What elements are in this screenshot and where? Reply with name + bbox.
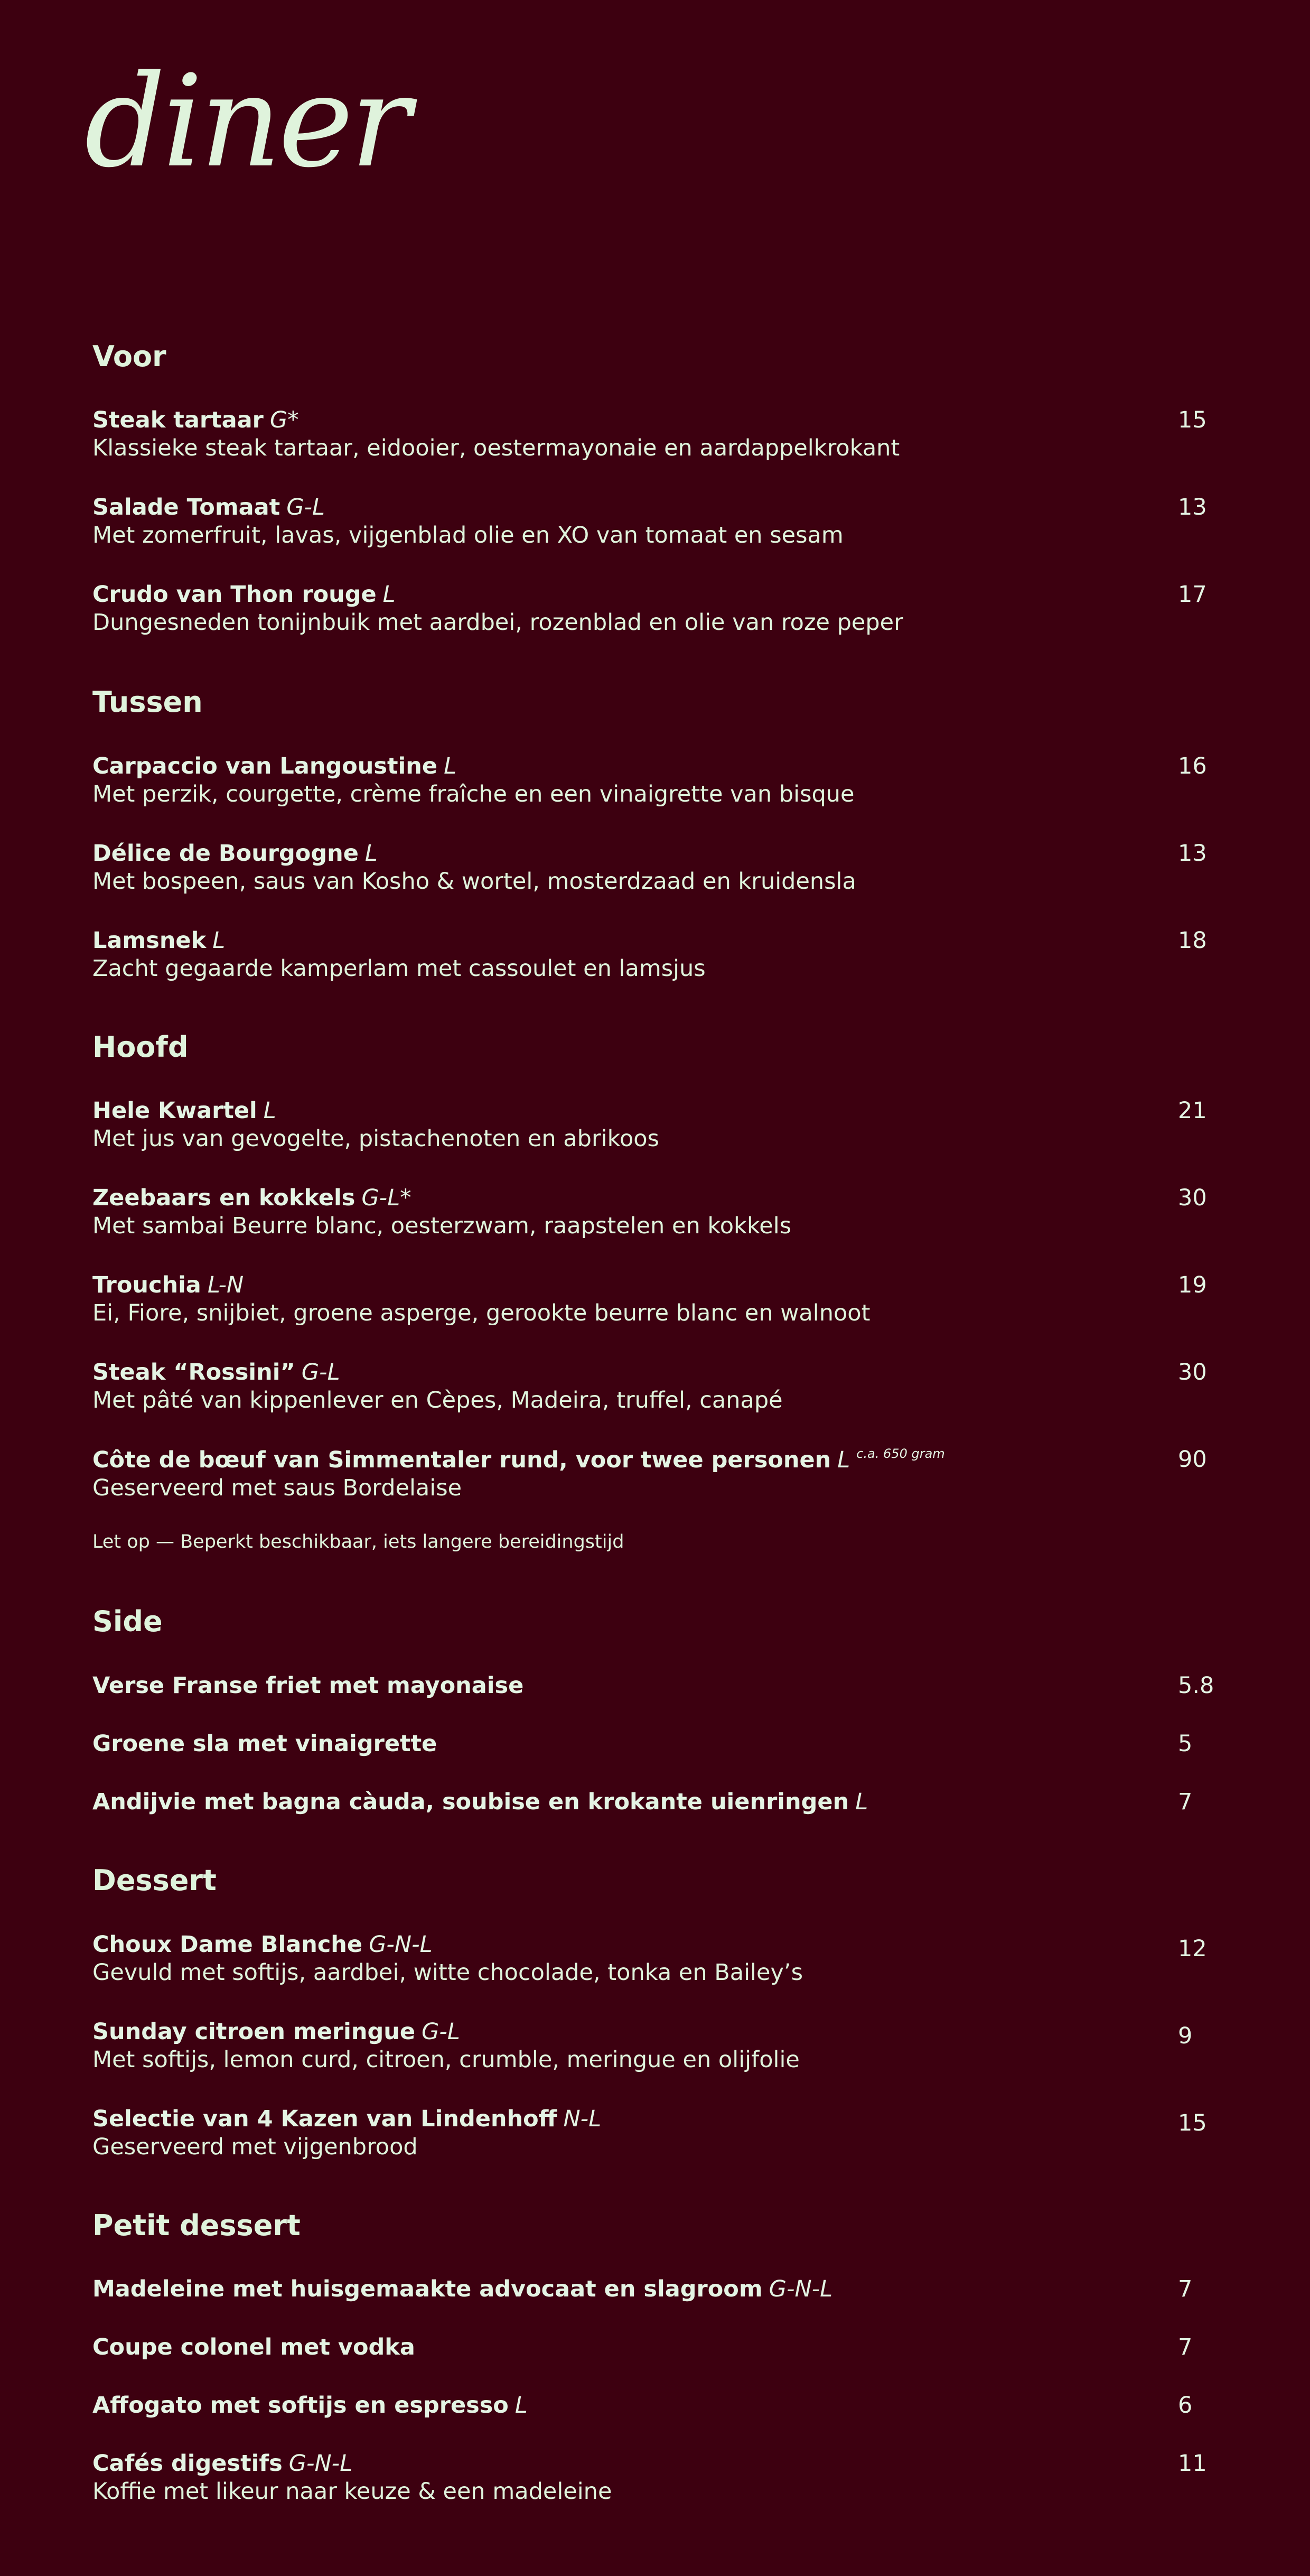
menu-item <box>92 753 1218 808</box>
item-price: 16 <box>1178 753 1207 779</box>
item-name: Steak tartaar <box>92 407 264 433</box>
menu-item <box>92 2276 1218 2303</box>
item-allergen-tag: G-L* <box>361 1185 411 1211</box>
menu-item <box>92 1272 1218 1327</box>
item-price: 19 <box>1178 1272 1207 1298</box>
item-price: 6 <box>1178 2392 1193 2419</box>
menu-item <box>92 1185 1218 1240</box>
item-name: Côte de bœuf van Simmentaler rund, voor twee personen <box>92 1447 831 1473</box>
item-name: Andijvie met bagna càuda, soubise en krokante uienringen <box>92 1789 849 1815</box>
menu-item <box>92 840 1218 896</box>
item-description: Geserveerd met saus Bordelaise <box>92 1474 462 1501</box>
item-name: Lamsnek <box>92 927 207 954</box>
item-price: 5.8 <box>1178 1672 1214 1699</box>
menu-item <box>92 1446 1218 1502</box>
item-name: Affogato met softijs en espresso <box>92 2392 509 2419</box>
item-name: Trouchia <box>92 1272 201 1298</box>
menu-item <box>92 581 1218 637</box>
item-description: Met softijs, lemon curd, citroen, crumble, meringue en olijfolie <box>92 2046 800 2073</box>
menu-item <box>92 1731 1218 1758</box>
section-title-side: Side <box>92 1605 163 1638</box>
item-price: 90 <box>1178 1446 1207 1473</box>
item-price: 21 <box>1178 1098 1207 1124</box>
item-price: 30 <box>1178 1359 1207 1385</box>
menu-item <box>92 927 1218 983</box>
item-name: Hele Kwartel <box>92 1098 257 1124</box>
item-name: Salade Tomaat <box>92 494 280 520</box>
item-description: Zacht gegaarde kamperlam met cassoulet en lamsjus <box>92 955 706 982</box>
item-name: Délice de Bourgogne <box>92 840 359 867</box>
item-allergen-tag: L <box>364 840 378 867</box>
item-price: 9 <box>1178 2023 1193 2049</box>
menu-item <box>92 2450 1218 2506</box>
item-price: 7 <box>1178 2276 1193 2302</box>
item-price: 13 <box>1178 840 1207 867</box>
menu-item <box>92 2106 1218 2161</box>
menu-item <box>92 1931 1218 1987</box>
item-name: Selectie van 4 Kazen van Lindenhoff <box>92 2106 557 2132</box>
item-price: 13 <box>1178 494 1207 520</box>
item-allergen-tag: L <box>212 927 226 954</box>
item-name: Steak “Rossini” <box>92 1359 295 1385</box>
item-allergen-tag: G-N-L <box>288 2450 353 2477</box>
item-price: 18 <box>1178 927 1207 954</box>
item-description: Dungesneden tonijnbuik met aardbei, rozenblad en olie van roze peper <box>92 609 903 636</box>
item-name: Choux Dame Blanche <box>92 1931 363 1958</box>
item-description: Met pâté van kippenlever en Cèpes, Madeira, truffel, canapé <box>92 1387 783 1413</box>
item-weight-note: c.a. 650 gram <box>856 1446 945 1461</box>
diner-logo: diner <box>85 48 408 196</box>
item-description: Met bospeen, saus van Kosho & wortel, mosterdzaad en kruidensla <box>92 868 856 895</box>
item-allergen-tag: L <box>382 581 396 608</box>
item-name: Groene sla met vinaigrette <box>92 1731 437 1757</box>
item-allergen-tag: L-N <box>207 1272 244 1298</box>
menu-item <box>92 2392 1218 2420</box>
item-allergen-tag: G-L <box>286 494 325 520</box>
item-allergen-tag: L <box>514 2392 528 2419</box>
item-name: Cafés digestifs <box>92 2450 283 2477</box>
item-allergen-tag: G-L <box>301 1359 340 1385</box>
item-name: Carpaccio van Langoustine <box>92 753 438 779</box>
item-description: Geserveerd met vijgenbrood <box>92 2133 418 2160</box>
menu-item <box>92 2334 1218 2361</box>
item-allergen-tag: L <box>263 1098 276 1124</box>
menu-item <box>92 1789 1218 1816</box>
item-price: 7 <box>1178 2334 1193 2360</box>
item-allergen-tag: N-L <box>563 2106 602 2132</box>
item-name: Madeleine met huisgemaakte advocaat en slagroom <box>92 2276 763 2302</box>
item-description: Koffie met likeur naar keuze & een madeleine <box>92 2478 612 2505</box>
item-price: 7 <box>1178 1789 1193 1815</box>
section-title-tussen: Tussen <box>92 685 203 719</box>
item-description: Klassieke steak tartaar, eidooier, oestermayonaie en aardappelkrokant <box>92 434 900 461</box>
item-price: 30 <box>1178 1185 1207 1211</box>
item-description: Ei, Fiore, snijbiet, groene asperge, gerookte beurre blanc en walnoot <box>92 1299 871 1326</box>
item-description: Met perzik, courgette, crème fraîche en een vinaigrette van bisque <box>92 780 855 807</box>
menu-item <box>92 494 1218 550</box>
item-allergen-tag: L <box>837 1447 850 1473</box>
item-name: Crudo van Thon rouge <box>92 581 377 608</box>
item-price: 15 <box>1178 407 1207 433</box>
menu-item <box>92 1359 1218 1415</box>
availability-note: Let op — Beperkt beschikbaar, iets langere bereidingstijd <box>92 1531 624 1552</box>
item-price: 12 <box>1178 1936 1207 1962</box>
item-price: 15 <box>1178 2110 1207 2136</box>
item-allergen-tag: G* <box>269 407 299 433</box>
item-name: Coupe colonel met vodka <box>92 2334 415 2360</box>
item-name: Sunday citroen meringue <box>92 2019 416 2045</box>
menu-item <box>92 2019 1218 2074</box>
menu-item <box>92 1672 1218 1700</box>
item-description: Met sambai Beurre blanc, oesterzwam, raapstelen en kokkels <box>92 1212 792 1239</box>
section-title-hoofd: Hoofd <box>92 1030 189 1064</box>
item-allergen-tag: G-N-L <box>369 1931 433 1958</box>
item-price: 5 <box>1178 1731 1193 1757</box>
section-title-voor: Voor <box>92 340 166 373</box>
item-name: Zeebaars en kokkels <box>92 1185 355 1211</box>
item-name: Verse Franse friet met mayonaise <box>92 1672 524 1699</box>
item-allergen-tag: G-N-L <box>769 2276 833 2302</box>
item-allergen-tag: L <box>444 753 457 779</box>
item-description: Gevuld met softijs, aardbei, witte chocolade, tonka en Bailey’s <box>92 1959 803 1986</box>
item-price: 17 <box>1178 581 1207 608</box>
item-description: Met jus van gevogelte, pistachenoten en abrikoos <box>92 1125 659 1152</box>
section-title-petit-dessert: Petit dessert <box>92 2209 301 2242</box>
menu-item <box>92 407 1218 462</box>
item-price: 11 <box>1178 2450 1207 2477</box>
item-allergen-tag: G-L <box>422 2019 460 2045</box>
item-allergen-tag: L <box>855 1789 868 1815</box>
section-title-dessert: Dessert <box>92 1864 217 1897</box>
menu-item <box>92 1098 1218 1153</box>
item-description: Met zomerfruit, lavas, vijgenblad olie en XO van tomaat en sesam <box>92 522 844 548</box>
